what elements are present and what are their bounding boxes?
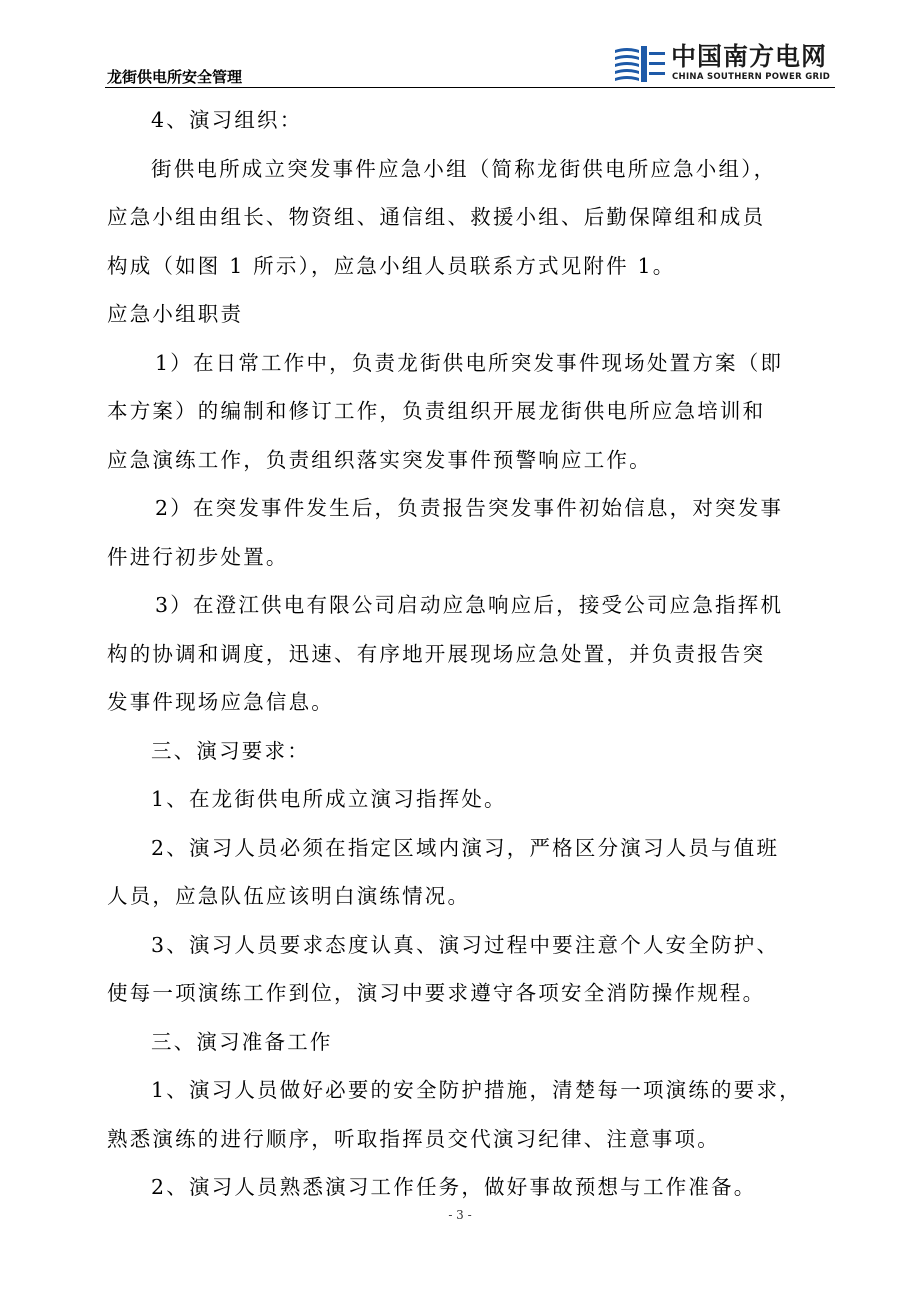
section-heading: 应急小组职责 [107,302,244,326]
section-heading: 三、演习准备工作 [151,1029,333,1054]
text-line: 2、演习人员必须在指定区域内演习，严格区分演习人员与值班 [151,835,780,860]
text-line: 发事件现场应急信息。 [107,690,334,714]
power-grid-logo-icon [613,44,667,84]
document-body [107,96,833,1212]
logo-english-name: CHINA SOUTHERN POWER GRID [672,72,831,82]
text-line: 使每一项演练工作到位，演习中要求遵守各项安全消防操作规程。 [107,981,766,1005]
text-line: 1）在日常工作中，负责龙街供电所突发事件现场处置方案（即 [155,350,784,375]
text-line: 熟悉演练的进行顺序，听取指挥员交代演习纪律、注意事项。 [107,1126,720,1151]
text-line: 3）在澄江供电有限公司启动应急响应后，接受公司应急指挥机 [155,593,784,617]
text-line: 构成（如图 1 所示），应急小组人员联系方式见附件 1。 [107,253,676,278]
text-line: 本方案）的编制和修订工作，负责组织开展龙街供电所应急培训和 [107,399,766,423]
text-line: 4、演习组织： [151,108,303,132]
text-line: 2、演习人员熟悉演习工作任务，做好事故预想与工作准备。 [151,1175,757,1199]
text-line: 构的协调和调度，迅速、有序地开展现场应急处置，并负责报告突 [107,641,766,666]
text-line: 2）在突发事件发生后，负责报告突发事件初始信息，对突发事 [155,496,784,520]
header-title: 龙街供电所安全管理 [107,68,243,86]
text-line: 街供电所成立突发事件应急小组（简称龙街供电所应急小组）， [151,156,777,181]
text-line: 应急演练工作，负责组织落实突发事件预警响应工作。 [107,447,652,472]
text-line: 1、在龙街供电所成立演习指挥处。 [151,787,507,811]
text-line: 应急小组由组长、物资组、通信组、救援小组、后勤保障组和成员 [107,205,766,229]
logo-chinese-name: 中国南方电网 [671,42,828,71]
company-logo [613,42,835,86]
section-heading: 三、演习要求： [151,738,310,763]
page-number: - 3 - [448,1208,472,1222]
text-line: 件进行初步处置。 [107,544,289,569]
header-divider [105,87,835,88]
page-header [105,40,835,90]
text-line: 人员，应急队伍应该明白演练情况。 [107,884,471,908]
text-line: 1、演习人员做好必要的安全防护措施，清楚每一项演练的要求， [151,1078,802,1102]
text-line: 3、演习人员要求态度认真、演习过程中要注意个人安全防护、 [151,932,780,957]
